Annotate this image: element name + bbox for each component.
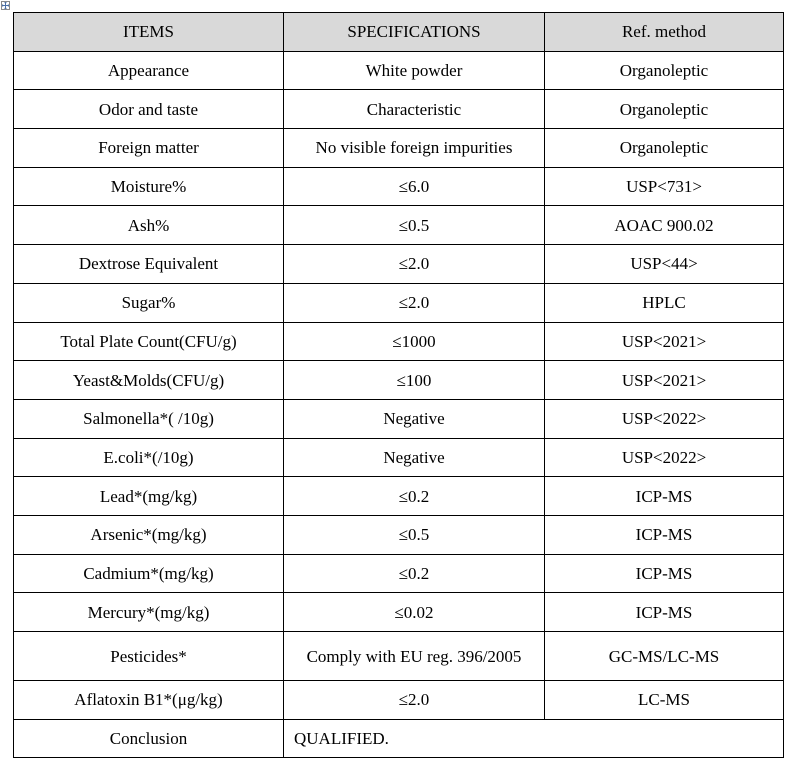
specification-cell: ≤2.0: [284, 681, 545, 720]
table-row: [14, 593, 784, 632]
ref-method-cell: USP<44>: [545, 245, 784, 284]
table-row: [14, 167, 784, 206]
table-row: [14, 245, 784, 284]
item-cell: Odor and taste: [14, 90, 284, 129]
item-cell: Appearance: [14, 51, 284, 90]
specification-cell: Characteristic: [284, 90, 545, 129]
specification-cell: ≤0.5: [284, 515, 545, 554]
header-items: ITEMS: [14, 13, 284, 52]
table-row: [14, 283, 784, 322]
table-row: [14, 681, 784, 720]
item-cell: Aflatoxin B1*(μg/kg): [14, 681, 284, 720]
specification-cell: ≤1000: [284, 322, 545, 361]
specification-cell: ≤0.02: [284, 593, 545, 632]
item-cell: Moisture%: [14, 167, 284, 206]
ref-method-cell: HPLC: [545, 283, 784, 322]
ref-method-cell: USP<731>: [545, 167, 784, 206]
header-ref-method: Ref. method: [545, 13, 784, 52]
ref-method-cell: USP<2022>: [545, 438, 784, 477]
ref-method-cell: USP<2021>: [545, 322, 784, 361]
item-cell: Total Plate Count(CFU/g): [14, 322, 284, 361]
item-cell: Arsenic*(mg/kg): [14, 515, 284, 554]
table-row: [14, 361, 784, 400]
specification-cell: ≤0.2: [284, 477, 545, 516]
specification-cell: ≤100: [284, 361, 545, 400]
item-cell: Yeast&Molds(CFU/g): [14, 361, 284, 400]
specification-cell: ≤0.2: [284, 554, 545, 593]
ref-method-cell: ICP-MS: [545, 554, 784, 593]
specification-table: [13, 12, 784, 758]
table-footer: [14, 719, 784, 758]
ref-method-cell: USP<2022>: [545, 399, 784, 438]
item-cell: Foreign matter: [14, 129, 284, 168]
table-row: [14, 554, 784, 593]
specification-cell: ≤6.0: [284, 167, 545, 206]
specification-cell: Negative: [284, 399, 545, 438]
table-row: [14, 322, 784, 361]
ref-method-cell: AOAC 900.02: [545, 206, 784, 245]
table-move-handle-icon[interactable]: [1, 1, 10, 10]
specification-cell: ≤0.5: [284, 206, 545, 245]
specification-cell: White powder: [284, 51, 545, 90]
table-body: [14, 51, 784, 719]
header-specifications: SPECIFICATIONS: [284, 13, 545, 52]
table-row: [14, 51, 784, 90]
item-cell: Sugar%: [14, 283, 284, 322]
header-row: [14, 13, 784, 52]
item-cell: Dextrose Equivalent: [14, 245, 284, 284]
ref-method-cell: ICP-MS: [545, 515, 784, 554]
table-row: [14, 399, 784, 438]
conclusion-label: Conclusion: [14, 719, 284, 758]
ref-method-cell: USP<2021>: [545, 361, 784, 400]
ref-method-cell: Organoleptic: [545, 129, 784, 168]
specification-cell: No visible foreign impurities: [284, 129, 545, 168]
specification-cell: Negative: [284, 438, 545, 477]
item-cell: Lead*(mg/kg): [14, 477, 284, 516]
table-row: [14, 477, 784, 516]
specification-cell: ≤2.0: [284, 245, 545, 284]
table-row: [14, 206, 784, 245]
table-header: [14, 13, 784, 52]
ref-method-cell: ICP-MS: [545, 593, 784, 632]
ref-method-cell: Organoleptic: [545, 51, 784, 90]
item-cell: Mercury*(mg/kg): [14, 593, 284, 632]
table-row: [14, 632, 784, 681]
ref-method-cell: Organoleptic: [545, 90, 784, 129]
specification-cell: ≤2.0: [284, 283, 545, 322]
ref-method-cell: GC-MS/LC-MS: [545, 632, 784, 681]
specification-cell: Comply with EU reg. 396/2005: [284, 632, 545, 681]
item-cell: Cadmium*(mg/kg): [14, 554, 284, 593]
ref-method-cell: LC-MS: [545, 681, 784, 720]
item-cell: Ash%: [14, 206, 284, 245]
table-row: [14, 129, 784, 168]
table-row: [14, 90, 784, 129]
ref-method-cell: ICP-MS: [545, 477, 784, 516]
item-cell: Salmonella*( /10g): [14, 399, 284, 438]
conclusion-value: QUALIFIED.: [284, 719, 784, 758]
item-cell: E.coli*(/10g): [14, 438, 284, 477]
table-row: [14, 515, 784, 554]
table-row: [14, 438, 784, 477]
conclusion-row: [14, 719, 784, 758]
item-cell: Pesticides*: [14, 632, 284, 681]
